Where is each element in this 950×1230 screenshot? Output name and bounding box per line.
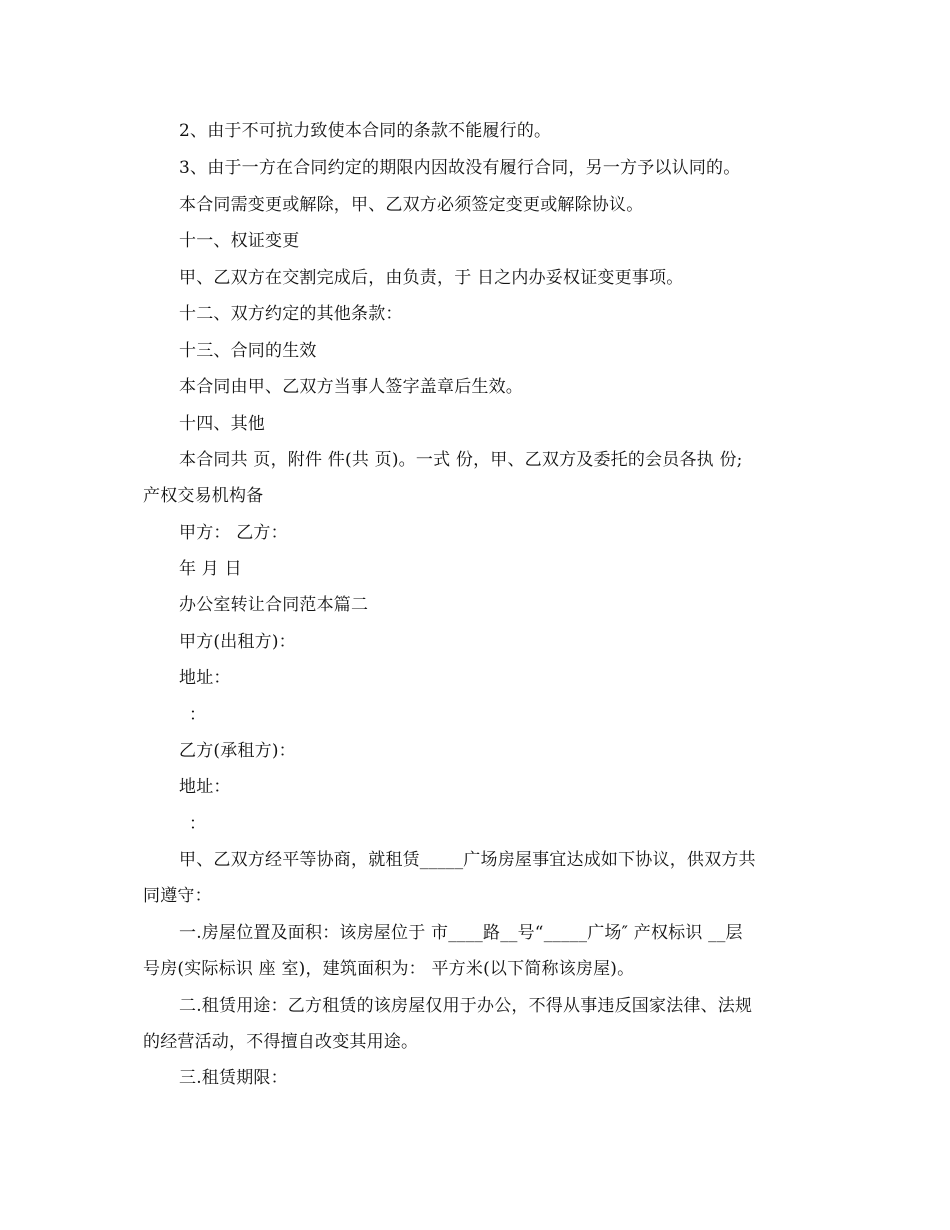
signature-line: 甲方： 乙方： [179,523,288,543]
section-heading: 十四、其他 [179,414,265,434]
paragraph-line: 甲、乙双方在交割完成后，由负责，于 日之内办妥权证变更事项。 [179,268,684,288]
party-b-label: 乙方(承租方)： [179,741,296,761]
paragraph-line: 甲、乙双方经平等协商，就租赁_____广场房屋事宜达成如下协议，供双方共 [179,850,756,870]
section-heading: 十二、双方约定的其他条款： [179,304,403,324]
paragraph-line: 产权交易机构备 [143,486,264,506]
clause-line: 的经营活动，不得擅自改变其用途。 [143,1032,419,1052]
section-heading: 十三、合同的生效 [179,341,317,361]
clause-line: 3、由于一方在合同约定的期限内因故没有履行合同，另一方予以认同的。 [179,158,741,178]
date-line: 年 月 日 [179,559,242,579]
address-label: 地址： [179,668,231,688]
clause-line: 三.租赁期限： [179,1068,288,1088]
paragraph-line: 本合同由甲、乙双方当事人签字盖章后生效。 [179,377,523,397]
blank-field-line: ： [189,814,207,834]
clause-line: 号房(实际标识 座 室)，建筑面积为： 平方米(以下简称该房屋)。 [143,959,635,979]
party-a-label: 甲方(出租方)： [179,632,296,652]
blank-field-line: ： [189,705,207,725]
paragraph-line: 本合同需变更或解除，甲、乙双方必须签定变更或解除协议。 [179,195,644,215]
clause-line: 二.租赁用途：乙方租赁的该房屋仅用于办公，不得从事违反国家法律、法规 [179,996,753,1016]
clause-line: 2、由于不可抗力致使本合同的条款不能履行的。 [179,121,552,141]
section-heading: 十一、权证变更 [179,231,300,251]
paragraph-line: 同遵守： [143,886,212,906]
clause-line: 一.房屋位置及面积：该房屋位于 市____路__号“_____广场″ 产权标识 __层 [179,923,743,943]
address-label: 地址： [179,777,231,797]
document-subtitle: 办公室转让合同范本篇二 [179,595,369,615]
paragraph-line: 本合同共 页，附件 件(共 页)。一式 份，甲、乙双方及委托的会员各执 份; [179,450,743,470]
